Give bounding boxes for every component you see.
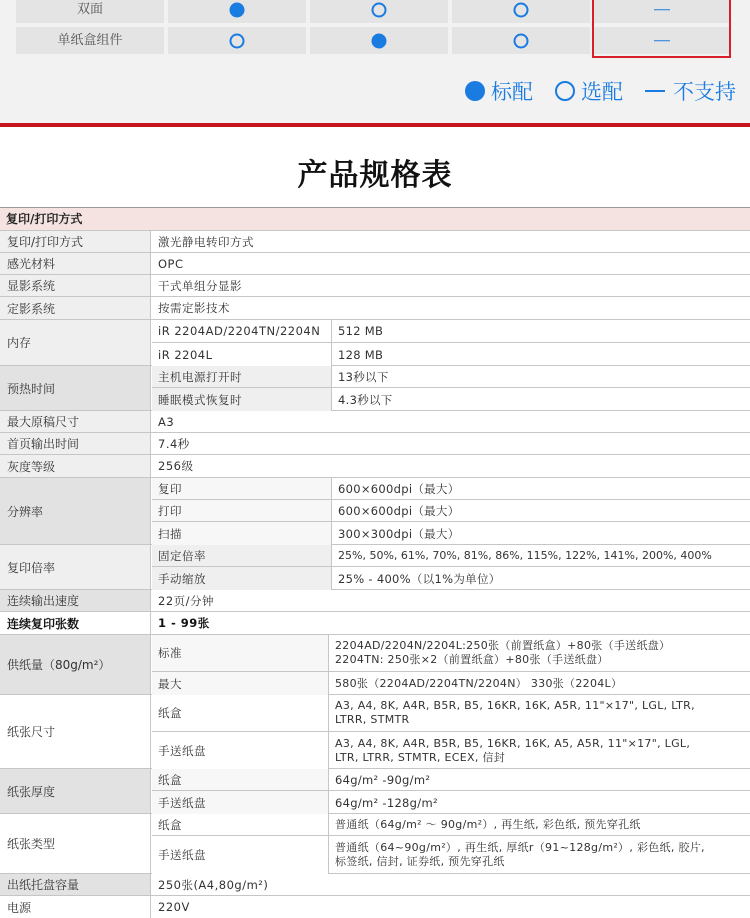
spec-row-output-tray: 出纸托盘容量 250张(A4,80g/m²) xyxy=(0,874,750,896)
spec-row-fixing: 定影系统 按需定影技术 xyxy=(0,297,750,320)
standard-dot-icon xyxy=(372,33,387,48)
unsupported-dash-icon xyxy=(645,90,665,92)
standard-dot-icon xyxy=(465,81,485,101)
spec-row-power: 电源 220V xyxy=(0,896,750,918)
spec-row-photoreceptor: 感光材料 OPC xyxy=(0,253,750,275)
optional-circle-icon xyxy=(230,33,245,48)
spec-row-max-original: 最大原稿尺寸 A3 xyxy=(0,411,750,433)
spec-row-memory: 内存 iR 2204AD/2204TN/2204N 512 MB iR 2204L 128 MB xyxy=(0,320,750,366)
spec-row-speed: 连续输出速度 22页/分钟 xyxy=(0,590,750,612)
spec-row-warmup: 预热时间 主机电源打开时 13秒以下 睡眠模式恢复时 4.3秒以下 xyxy=(0,366,750,411)
legend xyxy=(443,78,736,104)
section-header: 复印/打印方式 xyxy=(0,207,750,231)
spec-row-gradation: 灰度等级 256级 xyxy=(0,455,750,478)
legend-optional: 选配 xyxy=(555,76,623,106)
comparison-row-label: 单纸盒组件 xyxy=(16,27,164,54)
spec-row-paper-capacity: 供纸量（80g/m²） 标准 2204AD/2204N/2204L:250张（前置纸盒）+80张（手送纸盘） 2204TN: 250张×2（前置纸盒）+80张（手送纸盘） 最大 580张（2204AD/2204TN/2204N） 330张（2204L） xyxy=(0,635,750,695)
optional-circle-icon xyxy=(555,81,575,101)
spec-row-paper-type: 纸张类型 纸盒 普通纸（64g/m² ～ 90g/m²）, 再生纸, 彩色纸, 预先穿孔纸 手送纸盘 普通纸（64~90g/m²）, 再生纸, 厚纸r（91~128g/m²）, 彩色纸, 胶片, 标签纸, 信封, 证券纸, 预先穿孔纸 xyxy=(0,814,750,874)
legend-standard: 标配 xyxy=(465,76,533,106)
optional-circle-icon xyxy=(514,33,529,48)
spec-row-first-copy: 首页输出时间 7.4秒 xyxy=(0,433,750,455)
feature-comparison xyxy=(0,0,750,123)
section-divider xyxy=(0,123,750,127)
legend-unsupported: 不支持 xyxy=(645,76,736,106)
spec-row-paper-weight: 纸张厚度 纸盒 64g/m² -90g/m² 手送纸盘 64g/m² -128g/m² xyxy=(0,769,750,814)
spec-row-multi-copy: 连续复印张数 1 - 99张 xyxy=(0,612,750,635)
spec-row-method: 复印/打印方式 激光静电转印方式 xyxy=(0,231,750,253)
page-title: 产品规格表 xyxy=(297,158,453,193)
spec-row-developing: 显影系统 干式单组分显影 xyxy=(0,275,750,297)
spec-row-paper-size: 纸张尺寸 纸盒 A3, A4, 8K, A4R, B5R, B5, 16KR, 16K, A5R, 11"×17", LGL, LTR, LTRR, STMTR 手送纸盘 A3, A4, 8K, A4R, B5R, B5, 16KR, 16K, A5, A5R, 11"×17", LGL, LTR, LTRR, STMTR, ECEX, 信封 xyxy=(0,695,750,769)
spec-row-resolution: 分辨率 复印 600×600dpi（最大） 打印 600×600dpi（最大） 扫描 300×300dpi（最大） xyxy=(0,478,750,545)
comparison-row-label: 双面 xyxy=(16,0,164,23)
spec-row-magnification: 复印倍率 固定倍率 25%, 50%, 61%, 70%, 81%, 86%, 115%, 122%, 141%, 200%, 400% 手动缩放 25% - 400%（以1%为单位） xyxy=(0,545,750,590)
optional-circle-icon xyxy=(514,2,529,17)
standard-dot-icon xyxy=(230,2,245,17)
optional-circle-icon xyxy=(372,2,387,17)
highlight-box xyxy=(592,0,731,58)
